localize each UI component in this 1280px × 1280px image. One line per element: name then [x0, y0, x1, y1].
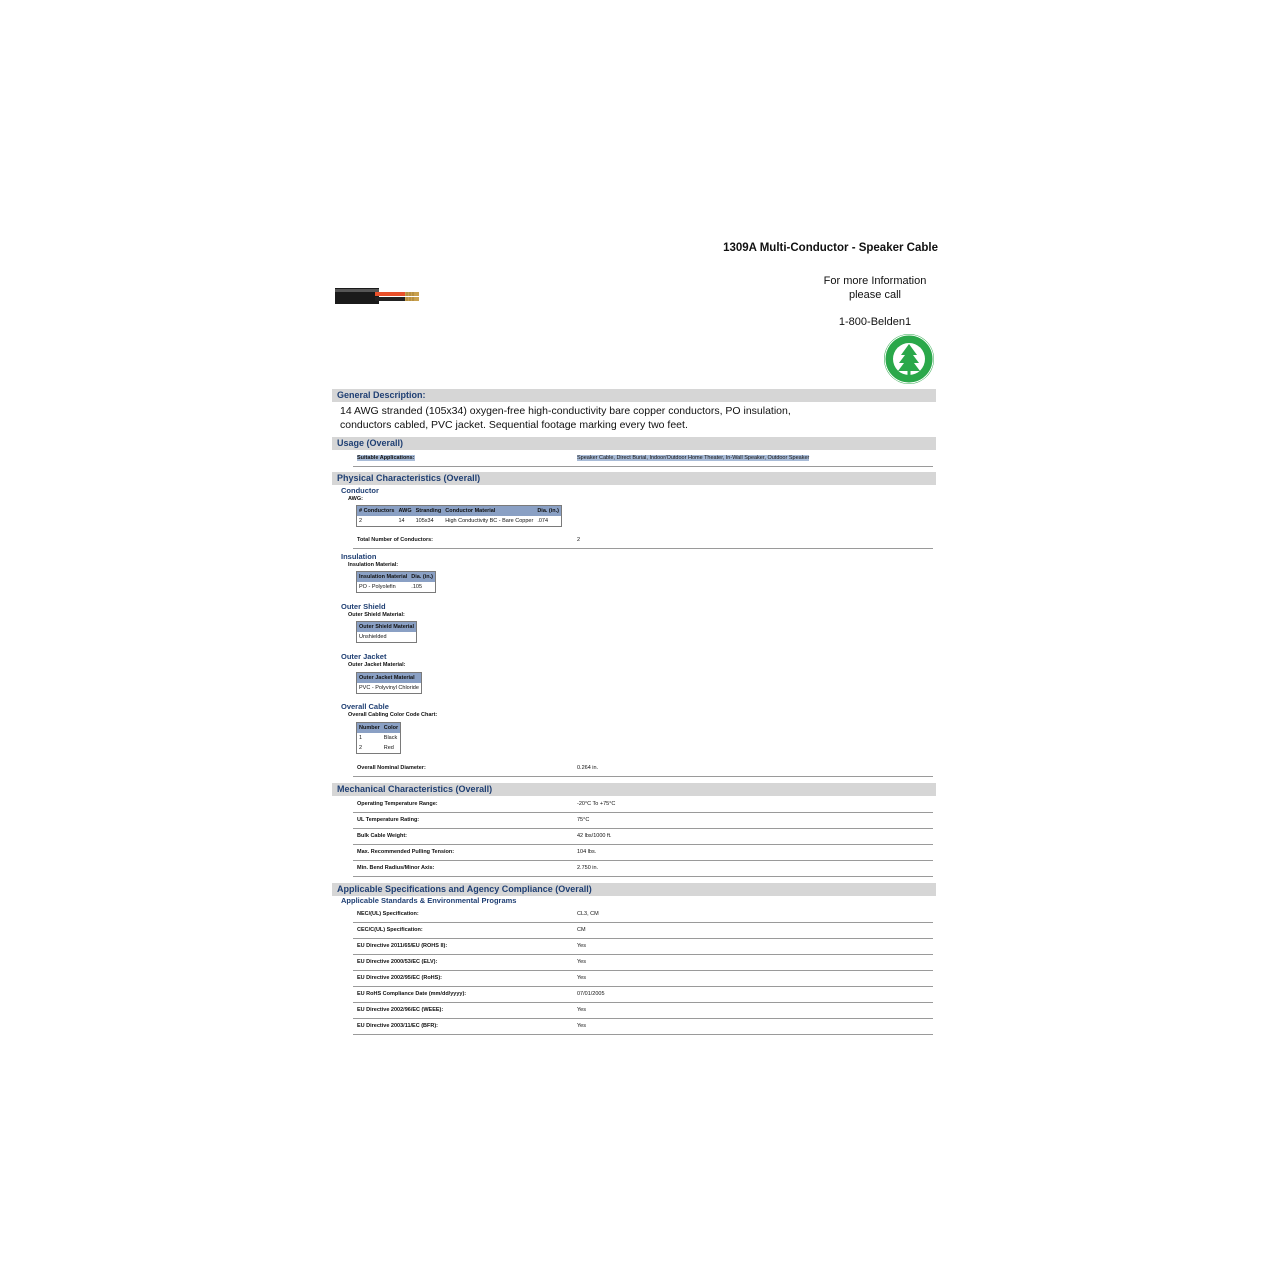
spec-label: UL Temperature Rating: — [357, 817, 420, 823]
table-cell: Red — [383, 745, 394, 751]
conductor-heading: Conductor — [341, 486, 379, 495]
table-row — [357, 683, 422, 694]
spec-value: -20°C To +75°C — [577, 801, 616, 807]
spec-label: NEC/(UL) Specification: — [357, 911, 419, 917]
usage-bar — [332, 437, 936, 450]
table-cell: PO - Polyolefin — [359, 584, 396, 590]
spec-row — [353, 829, 933, 845]
table-header: Number — [357, 723, 382, 734]
spec-label: EU Directive 2000/53/EC (ELV): — [357, 959, 438, 965]
usage-heading: Usage (Overall) — [337, 438, 404, 448]
spec-label: EU RoHS Compliance Date (mm/dd/yyyy): — [357, 991, 467, 997]
table-header-row — [357, 572, 436, 583]
spec-row — [353, 955, 933, 971]
spec-label: EU Directive 2002/96/EC (WEEE): — [357, 1007, 444, 1013]
table-header: Color — [382, 723, 401, 734]
overall-cable-heading: Overall Cable — [341, 702, 389, 711]
table-row — [357, 516, 562, 527]
spec-value: Yes — [577, 975, 586, 981]
nominal-diameter-row — [353, 761, 933, 777]
spec-row — [353, 813, 933, 829]
table-cell: High Conductivity BC - Bare Copper — [445, 518, 534, 524]
spec-row — [353, 797, 933, 813]
spec-value: Yes — [577, 1023, 586, 1029]
insulation-table — [356, 571, 436, 593]
spec-label: Max. Recommended Pulling Tension: — [357, 849, 455, 855]
outer-jacket-material-label: Outer Jacket Material: — [348, 662, 406, 668]
table-cell: .105 — [411, 584, 423, 590]
spec-label: Min. Bend Radius/Minor Axis: — [357, 865, 435, 871]
rohs-compliant-tree-icon — [883, 333, 935, 385]
spec-value: Yes — [577, 1007, 586, 1013]
spec-value: 104 lbs. — [577, 849, 597, 855]
insulation-heading: Insulation — [341, 552, 377, 561]
spec-value: CM — [577, 927, 586, 933]
table-header-row — [357, 622, 417, 633]
spec-label: Operating Temperature Range: — [357, 801, 438, 807]
spec-label: EU Directive 2011/65/EU (ROHS II): — [357, 943, 448, 949]
total-conductors-row — [353, 533, 933, 549]
spec-row — [353, 987, 933, 1003]
spec-row — [353, 907, 933, 923]
physical-heading: Physical Characteristics (Overall) — [337, 473, 481, 483]
usage-value: Speaker Cable, Direct Burial, Indoor/Outdoor Home Theater, In-Wall Speaker, Outdoor Speaker — [577, 455, 810, 461]
physical-bar — [332, 472, 936, 485]
awg-label: AWG: — [348, 496, 363, 502]
spec-value: 42 lbs/1000 ft. — [577, 833, 612, 839]
usage-label: Suitable Applications: — [357, 455, 415, 461]
spec-value: 2.750 in. — [577, 865, 599, 871]
outer-jacket-table — [356, 672, 422, 694]
compliance-heading: Applicable Specifications and Agency Compliance (Overall) — [337, 884, 592, 894]
spec-label: Bulk Cable Weight: — [357, 833, 408, 839]
color-code-chart-label: Overall Cabling Color Code Chart: — [348, 712, 438, 718]
conductor-table — [356, 505, 562, 527]
table-cell: PVC - Polyvinyl Chloride — [359, 685, 419, 691]
contact-line-2: please call — [849, 289, 901, 301]
table-cell: Black — [383, 735, 398, 741]
phone-number: 1-800-Belden1 — [838, 316, 912, 328]
table-header: Dia. (in.) — [409, 572, 435, 583]
spec-row — [353, 923, 933, 939]
mechanical-heading: Mechanical Characteristics (Overall) — [337, 784, 493, 794]
compliance-bar — [332, 883, 936, 896]
mechanical-bar — [332, 783, 936, 796]
spec-value: Yes — [577, 943, 586, 949]
table-cell: 1 — [359, 735, 363, 741]
general-description-heading: General Description: — [337, 390, 426, 400]
table-header-row — [357, 673, 422, 684]
table-row — [357, 632, 417, 643]
spec-value: 07/01/2005 — [577, 991, 605, 997]
spec-row — [353, 1019, 933, 1035]
table-header-row — [357, 723, 401, 734]
spec-label: CEC/C(UL) Specification: — [357, 927, 423, 933]
table-header: Insulation Material — [357, 572, 410, 583]
table-cell: .074 — [537, 518, 549, 524]
table-header: Outer Jacket Material — [357, 673, 422, 684]
table-cell: 105x34 — [415, 518, 434, 524]
table-header: Conductor Material — [443, 506, 535, 517]
cable-product-image — [335, 286, 421, 306]
table-header-row — [357, 506, 562, 517]
outer-shield-heading: Outer Shield — [341, 602, 386, 611]
spec-row — [353, 939, 933, 955]
color-code-table — [356, 722, 401, 754]
table-header: Stranding — [414, 506, 444, 517]
nominal-diameter-value: 0.264 in. — [577, 765, 599, 771]
table-header: # Conductors — [357, 506, 397, 517]
description-line-1: 14 AWG stranded (105x34) oxygen-free high-conductivity bare copper conductors, PO insulation, — [340, 405, 791, 417]
spec-row — [353, 845, 933, 861]
spec-value: 75°C — [577, 817, 590, 823]
document-title: 1309A Multi-Conductor - Speaker Cable — [723, 242, 938, 254]
spec-value: Yes — [577, 959, 586, 965]
spec-row — [353, 971, 933, 987]
table-header: AWG — [396, 506, 413, 517]
table-header: Outer Shield Material — [357, 622, 417, 633]
outer-shield-table — [356, 621, 417, 643]
spec-row — [353, 861, 933, 877]
contact-line-1: For more Information — [823, 275, 927, 287]
total-conductors-value: 2 — [577, 537, 581, 543]
nominal-diameter-label: Overall Nominal Diameter: — [357, 765, 426, 771]
table-header: Dia. (in.) — [535, 506, 561, 517]
spec-label: EU Directive 2003/11/EC (BFR): — [357, 1023, 439, 1029]
total-conductors-label: Total Number of Conductors: — [357, 537, 433, 543]
table-cell: Unshielded — [359, 634, 387, 640]
description-line-2: conductors cabled, PVC jacket. Sequential footage marking every two feet. — [340, 419, 688, 431]
insulation-material-label: Insulation Material: — [348, 562, 399, 568]
spec-row — [353, 1003, 933, 1019]
spec-label: EU Directive 2002/95/EC (RoHS): — [357, 975, 442, 981]
general-description-bar — [332, 389, 936, 402]
table-cell: 2 — [359, 745, 363, 751]
table-cell: 14 — [398, 518, 405, 524]
outer-shield-material-label: Outer Shield Material: — [348, 612, 405, 618]
usage-row — [353, 451, 933, 467]
spec-value: CL3, CM — [577, 911, 599, 917]
table-row — [357, 743, 401, 754]
outer-jacket-heading: Outer Jacket — [341, 652, 387, 661]
table-row — [357, 582, 436, 593]
table-row — [357, 733, 401, 743]
table-cell: 2 — [359, 518, 363, 524]
standards-subheading: Applicable Standards & Environmental Programs — [341, 896, 517, 905]
